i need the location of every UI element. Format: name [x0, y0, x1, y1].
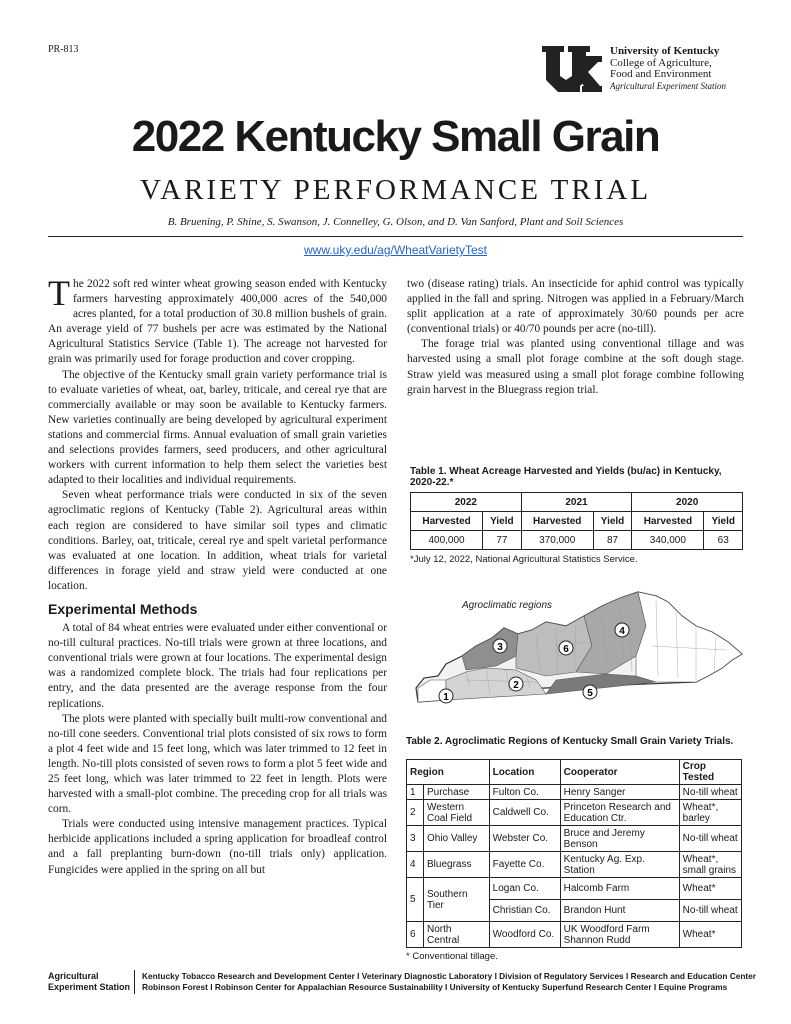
region-location: Fulton Co.: [489, 785, 560, 800]
table1: [410, 492, 743, 550]
table2-header: Location: [489, 760, 560, 785]
table-row: [411, 531, 743, 550]
table-row: [407, 826, 742, 852]
station-name: Agricultural Experiment Station: [610, 80, 726, 91]
table1-note: *July 12, 2022, National Agricultural Statistics Service.: [410, 554, 638, 565]
table-row: [407, 922, 742, 948]
methods-paragraph-3: Trials were conducted using intensive management practices. Typical herbicide applications included a spring application for broadleaf control and a fall preplanting burn-down (no-till trials only) application. Fungicides were applied in the spring on all but: [48, 818, 387, 876]
region-crop: Wheat*: [679, 922, 741, 948]
table2-header: Crop Tested: [679, 760, 741, 785]
website-link[interactable]: www.uky.edu/ag/WheatVarietyTest: [304, 243, 487, 257]
region-location: Woodford Co.: [489, 922, 560, 948]
drop-cap: T: [48, 273, 70, 313]
table2: [406, 759, 742, 948]
table1-cell: 77: [483, 531, 522, 550]
table2-note: * Conventional tillage.: [406, 951, 498, 962]
university-name: University of Kentucky: [610, 45, 720, 57]
region-number: 6: [407, 922, 424, 948]
region-crop: No-till wheat: [679, 900, 741, 922]
header-divider: [48, 236, 743, 237]
region-cooperator: Henry Sanger: [560, 785, 679, 800]
region-cooperator: UK Woodford Farm Shannon Rudd: [560, 922, 679, 948]
region-crop: Wheat*, small grains: [679, 852, 741, 878]
objective-paragraph: The objective of the Kentucky small grain variety performance trial is to evaluate varieties of wheat, oat, barley, triticale, and cereal rye that are commercially available or may soon be available to Kentucky farmers. New varieties continually are being developed by agricultural experiment stations and commercial firms. Annual evaluation of small grain varieties and selections provides farmers, seed producers, and other agricultural workers with current information to help them select the varieties best adapted to their localities and individual requirements.: [48, 368, 387, 487]
region-number: 3: [407, 826, 424, 852]
region-crop: Wheat*, barley: [679, 800, 741, 826]
table1-cell: 63: [704, 531, 743, 550]
table2-block: [406, 759, 742, 962]
region-name: North Central: [424, 922, 490, 948]
region-name: Southern Tier: [424, 878, 490, 922]
table1-year: 2022: [411, 493, 522, 512]
page-title: 2022 Kentucky Small Grain: [131, 112, 660, 161]
uk-logo: [542, 46, 602, 92]
table1-header: Harvested: [632, 512, 704, 531]
table1-block: [410, 466, 743, 565]
table1-header: Yield: [704, 512, 743, 531]
table-row: [407, 800, 742, 826]
region-cooperator: Halcomb Farm: [560, 878, 679, 900]
forage-paragraph: The forage trial was planted using conventional tillage and was harvested using a small plot forage combine at the soft dough stage. Straw yield was measured using a small plot forage combine following grain harvest in the Bluegrass region trial.: [407, 338, 744, 396]
section-heading: Experimental Methods: [48, 600, 198, 617]
region-cooperator: Princeton Research and Education Ctr.: [560, 800, 679, 826]
left-column: [48, 273, 387, 878]
page-subtitle: VARIETY PERFORMANCE TRIAL: [139, 174, 652, 206]
region-crop: No-till wheat: [679, 826, 741, 852]
table1-year: 2021: [521, 493, 632, 512]
region-cooperator: Brandon Hunt: [560, 900, 679, 922]
trials-paragraph: Seven wheat performance trials were conducted in six of the seven agroclimatic regions of Kentucky (Table 2). Agricultural areas within each region are considered to have similar soil types and climatic conditions. Barley, oat, triticale, cereal rye and spelt varietal performance was evaluated at one location. In addition, wheat trials for varietal differences in forage yield and straw yield were conducted at one location.: [48, 489, 387, 592]
region-cooperator: Kentucky Ag. Exp. Station: [560, 852, 679, 878]
table1-cell: 87: [593, 531, 632, 550]
region-number: 4: [407, 852, 424, 878]
table2-header: Region: [407, 760, 490, 785]
table-row: [407, 785, 742, 800]
footer-station: Agricultural Experiment Station: [48, 971, 131, 992]
region-location: Christian Co.: [489, 900, 560, 922]
region-marker: 2: [513, 680, 519, 691]
region-location: Fayette Co.: [489, 852, 560, 878]
table1-cell: 340,000: [632, 531, 704, 550]
region-location: Webster Co.: [489, 826, 560, 852]
table-row: [407, 878, 742, 900]
table1-header: Yield: [593, 512, 632, 531]
region-crop: Wheat*: [679, 878, 741, 900]
table1-header: Harvested: [521, 512, 593, 531]
region-location: Logan Co.: [489, 878, 560, 900]
region-number: 5: [407, 878, 424, 922]
table1-year: 2020: [632, 493, 743, 512]
table2-caption: Table 2. Agroclimatic Regions of Kentucky Small Grain Variety Trials.: [406, 736, 734, 747]
region-marker: 1: [443, 692, 449, 703]
methods-paragraph-1: A total of 84 wheat entries were evaluated under either conventional or no-till cultural practices. No-till trials were grown at three locations, and conventional trials were grown at four locations. The experimental design was a randomized complete block. The trials had four replications per entry, and the data presented are the average response from the four replications.: [48, 622, 387, 710]
region-marker: 6: [563, 644, 569, 655]
table1-header: Yield: [483, 512, 522, 531]
publication-code: PR-813: [48, 44, 79, 55]
map-label: Agroclimatic regions: [462, 600, 553, 611]
table1-cell: 370,000: [521, 531, 593, 550]
college-line1: College of Agriculture,: [610, 56, 712, 69]
right-column: [407, 277, 744, 398]
methods-paragraph-2: The plots were planted with specially built multi-row conventional and no-till cone seeders. Conventional trial plots consisted of six rows to form a plot 4 feet wide and 15 feet long, which was later trimmed to 12 feet in length. No-till plots consisted of seven rows to form a plot 5 feet wide and 25 feet long, which was later trimmed to 22 feet in length. Plots were harvested with a small-plot combine. The preceding crop for all trials was corn.: [48, 712, 387, 816]
footer-divider: [134, 970, 135, 994]
region-number: 1: [407, 785, 424, 800]
continued-paragraph: two (disease rating) trials. An insecticide for aphid control was typically applied in the fall and spring. Nitrogen was applied in a February/March split application at a rate of approximately 30/60 pounds per acre (conventional trials) or 40/70 pounds per acre (no-till).: [407, 278, 744, 336]
table-row: [407, 852, 742, 878]
university-block: [610, 46, 726, 92]
authors-line: B. Bruening, P. Shine, S. Swanson, J. Connelley, G. Olson, and D. Van Sanford, Plant and Soil Sciences: [167, 216, 624, 228]
region-number: 2: [407, 800, 424, 826]
region-name: Bluegrass: [424, 852, 490, 878]
kentucky-region-map: [406, 576, 746, 728]
table1-header: Harvested: [411, 512, 483, 531]
table1-cell: 400,000: [411, 531, 483, 550]
intro-paragraph: The 2022 soft red winter wheat growing season ended with Kentucky farmers harvesting approximately 400,000 acres of the 540,000 acres planted, for a total production of 30.8 million bushels of grain. An average yield of 77 bushels per acre was estimated by the National Agricultural Statistics Service (Table 1). The acreage not harvested for grain was primarily used for forage production and cover cropping.: [48, 273, 387, 366]
region-marker: 5: [587, 688, 593, 699]
region-marker: 4: [619, 626, 625, 637]
region-cooperator: Bruce and Jeremy Benson: [560, 826, 679, 852]
college-line2: Food and Environment: [610, 68, 712, 80]
table1-caption: Table 1. Wheat Acreage Harvested and Yields (bu/ac) in Kentucky, 2020-22.*: [410, 466, 722, 488]
region-name: Ohio Valley: [424, 826, 490, 852]
region-marker: 3: [497, 642, 503, 653]
region-name: Purchase: [424, 785, 490, 800]
region-crop: No-till wheat: [679, 785, 741, 800]
region-name: Western Coal Field: [424, 800, 490, 826]
table2-header: Cooperator: [560, 760, 679, 785]
footer-programs: Kentucky Tobacco Research and Development Center I Veterinary Diagnostic Laboratory I Division of Regulatory Services I Research and Education Center Robinson Forest I Robinson Center for Appalachian Resource Sustainability I University of Kentucky Superfund Research Center I Equine Programs: [142, 971, 756, 992]
region-location: Caldwell Co.: [489, 800, 560, 826]
